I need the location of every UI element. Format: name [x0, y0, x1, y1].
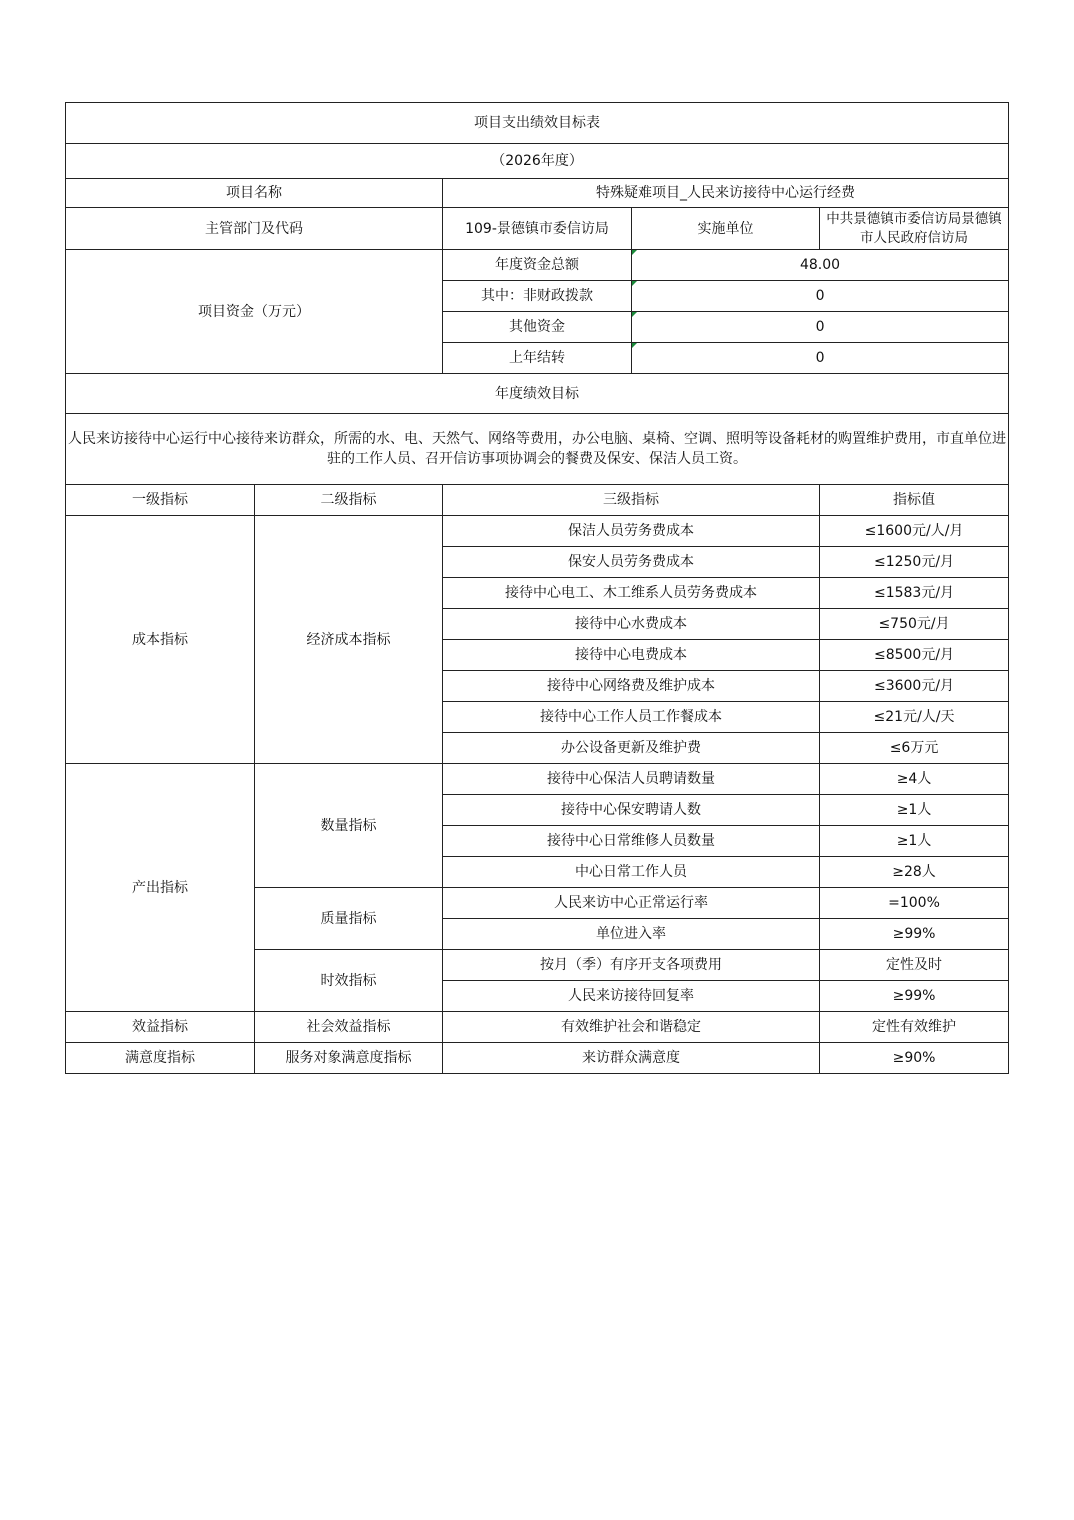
level2-economic-cost: 经济成本指标: [255, 516, 443, 764]
indicator-name: 保洁人员劳务费成本: [443, 516, 820, 547]
indicator-name: 接待中心电费成本: [443, 640, 820, 671]
indicator-name: 接待中心保洁人员聘请数量: [443, 764, 820, 795]
fund-value: 0: [632, 343, 1009, 374]
indicator-name: 人民来访接待回复率: [443, 981, 820, 1012]
indicator-name: 人民来访中心正常运行率: [443, 888, 820, 919]
dept-value: 109-景德镇市委信访局: [443, 208, 632, 250]
indicator-name: 来访群众满意度: [443, 1043, 820, 1074]
indicator-value: ≥99%: [820, 919, 1009, 950]
indicator-name: 接待中心电工、木工维系人员劳务费成本: [443, 578, 820, 609]
indicator-name: 接待中心保安聘请人数: [443, 795, 820, 826]
indicator-value: ≤3600元/月: [820, 671, 1009, 702]
indicator-value: ≤1250元/月: [820, 547, 1009, 578]
indicator-name: 接待中心日常维修人员数量: [443, 826, 820, 857]
indicator-value: ≤8500元/月: [820, 640, 1009, 671]
dept-label: 主管部门及代码: [66, 208, 443, 250]
annual-goal-label: 年度绩效目标: [66, 374, 1009, 414]
indicator-name: 接待中心网络费及维护成本: [443, 671, 820, 702]
indicator-value: ≥28人: [820, 857, 1009, 888]
indicator-value: ≥90%: [820, 1043, 1009, 1074]
header-level3: 三级指标: [443, 485, 820, 516]
funds-label: 项目资金（万元）: [66, 250, 443, 374]
indicator-value: ≤1600元/人/月: [820, 516, 1009, 547]
fund-label: 上年结转: [443, 343, 632, 374]
indicator-value: ≥4人: [820, 764, 1009, 795]
indicator-value: 定性及时: [820, 950, 1009, 981]
level2-social-benefit: 社会效益指标: [255, 1012, 443, 1043]
project-name-value: 特殊疑难项目_人民来访接待中心运行经费: [443, 179, 1009, 208]
level1-satisfaction: 满意度指标: [66, 1043, 255, 1074]
header-level2: 二级指标: [255, 485, 443, 516]
annual-goal-text: 人民来访接待中心运行中心接待来访群众，所需的水、电、天然气、网络等费用，办公电脑、桌椅、空调、照明等设备耗材的购置维护费用，市直单位进驻的工作人员、召开信访事项协调会的餐费及保安、保洁人员工资。: [66, 414, 1009, 485]
indicator-name: 接待中心工作人员工作餐成本: [443, 702, 820, 733]
indicator-value: ≤1583元/月: [820, 578, 1009, 609]
indicator-value: ≤6万元: [820, 733, 1009, 764]
indicator-value: ≥1人: [820, 826, 1009, 857]
indicator-name: 中心日常工作人员: [443, 857, 820, 888]
project-name-label: 项目名称: [66, 179, 443, 208]
indicator-value: 定性有效维护: [820, 1012, 1009, 1043]
fund-value: 0: [632, 281, 1009, 312]
fund-label: 年度资金总额: [443, 250, 632, 281]
impl-value: 中共景德镇市委信访局景德镇市人民政府信访局: [820, 208, 1009, 250]
fund-value: 48.00: [632, 250, 1009, 281]
fund-value: 0: [632, 312, 1009, 343]
level2-timeliness: 时效指标: [255, 950, 443, 1012]
level1-cost: 成本指标: [66, 516, 255, 764]
indicator-value: ≤750元/月: [820, 609, 1009, 640]
impl-label: 实施单位: [632, 208, 820, 250]
level1-output: 产出指标: [66, 764, 255, 1012]
level1-benefit: 效益指标: [66, 1012, 255, 1043]
indicator-value: ≤21元/人/天: [820, 702, 1009, 733]
indicator-name: 办公设备更新及维护费: [443, 733, 820, 764]
fund-label: 其中：非财政拨款: [443, 281, 632, 312]
header-value: 指标值: [820, 485, 1009, 516]
performance-target-table: [65, 102, 1009, 1074]
level2-quality: 质量指标: [255, 888, 443, 950]
level2-quantity: 数量指标: [255, 764, 443, 888]
indicator-name: 接待中心水费成本: [443, 609, 820, 640]
table-title: 项目支出绩效目标表: [66, 103, 1009, 144]
indicator-name: 单位进入率: [443, 919, 820, 950]
indicator-value: ≥99%: [820, 981, 1009, 1012]
indicator-value: =100%: [820, 888, 1009, 919]
header-level1: 一级指标: [66, 485, 255, 516]
indicator-name: 有效维护社会和谐稳定: [443, 1012, 820, 1043]
table-year: （2026年度）: [66, 144, 1009, 179]
fund-label: 其他资金: [443, 312, 632, 343]
level2-service-satisfaction: 服务对象满意度指标: [255, 1043, 443, 1074]
indicator-name: 保安人员劳务费成本: [443, 547, 820, 578]
indicator-value: ≥1人: [820, 795, 1009, 826]
indicator-name: 按月（季）有序开支各项费用: [443, 950, 820, 981]
